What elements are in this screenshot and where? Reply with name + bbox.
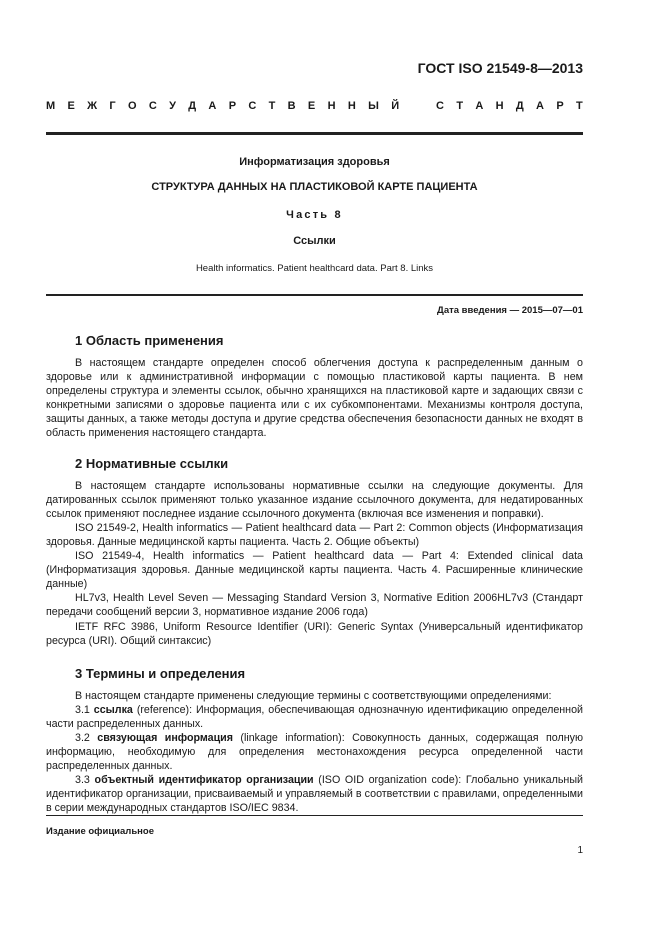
footer-divider — [46, 815, 583, 816]
reference-item: IETF RFC 3986, Uniform Resource Identifier (URI): Generic Syntax (Универсальный идентификатор ресурса (URI). Общий синтаксис) — [46, 620, 583, 647]
interstate-letter: Т — [575, 100, 583, 112]
title-part: Часть 8 — [286, 209, 343, 221]
interstate-letter: А — [475, 100, 484, 112]
section-heading: 3 Термины и определения — [75, 665, 246, 681]
interstate-letter: Т — [456, 100, 464, 112]
interstate-letter: А — [536, 100, 544, 112]
interstate-letter: Е — [307, 100, 316, 112]
interstate-letter: С — [148, 100, 157, 112]
interstate-letter: А — [208, 100, 217, 112]
official-edition-label: Издание официальное — [46, 826, 154, 837]
term-number: 3.3 — [75, 774, 90, 787]
reference-item: ISO 21549-2, Health informatics — Patient healthcard data — Part 2: Common objects (Информатизация здоровья. Данные медицинской карты пациента. Часть 2. Общие объекты) — [46, 521, 583, 548]
term-text: (reference): Информация, обеспечивающая однозначную идентификацию определенной части распределенных данных. — [46, 703, 583, 730]
title-subtitle: Ссылки — [293, 235, 336, 247]
interstate-letter: Н — [347, 100, 356, 112]
standard-code: ГОСТ ISO 21549-8—2013 — [417, 60, 583, 76]
term-text: (linkage information): Совокупность данных, содержащая полную информацию, необходимую для определения местонахождения ресурса определенной части распределенных данных. — [46, 731, 583, 773]
term-definition — [46, 731, 583, 773]
title-divider — [46, 294, 583, 296]
interstate-letter: С — [436, 100, 444, 112]
term-definition — [46, 703, 583, 731]
interstate-letter: С — [248, 100, 257, 112]
term-name: связующая информация — [97, 731, 233, 744]
interstate-letter: В — [287, 100, 296, 112]
section-heading: 2 Нормативные ссылки — [75, 455, 229, 471]
introduction-date: Дата введения — 2015—07—01 — [437, 305, 583, 316]
page-number: 1 — [577, 845, 583, 856]
interstate-letter: Ж — [87, 100, 98, 112]
interstate-letter: Р — [228, 100, 237, 112]
interstate-letter: Й — [391, 100, 400, 112]
interstate-letter: Д — [515, 100, 524, 112]
term-name: ссылка — [93, 703, 133, 716]
header-divider — [46, 132, 583, 135]
interstate-letter: О — [127, 100, 137, 112]
title-english: Health informatics. Patient healthcard data. Part 8. Links — [195, 263, 434, 274]
title-informatization: Информатизация здоровья — [239, 156, 390, 168]
term-definition — [46, 773, 583, 815]
section-heading: 1 Область применения — [75, 333, 224, 348]
term-number: 3.1 — [75, 703, 90, 716]
paragraph: В настоящем стандарте применены следующие термины с соответствующими определениями: — [75, 689, 552, 702]
term-number: 3.2 — [75, 731, 90, 744]
title-main: СТРУКТУРА ДАННЫХ НА ПЛАСТИКОВОЙ КАРТЕ ПАЦИЕНТА — [151, 181, 478, 193]
interstate-letter: Д — [188, 100, 197, 112]
paragraph: В настоящем стандарте определен способ облегчения доступа к распределенным данным о здоровье или к административной информации с помощью пластиковой карты пациента. В нем определены структура и элементы ссылок, обычно хранящихся на пластиковой карте и задающих связи с конкретными записями о здоровье пациента или с их субкомпонентами. Механизмы контроля доступа, защиты данных, а также методы доступа и другие средства обеспечения безопасности данных не входят в область применения настоящего стандарта. — [46, 357, 583, 440]
interstate-standard-label — [46, 100, 583, 118]
reference-item: ISO 21549-4, Health informatics — Patient healthcard data — Part 4: Extended clinical data (Информатизация здоровья. Данные медицинской карты пациента. Часть 4. Расширенные клинические данные) — [46, 550, 583, 591]
term-name: объектный идентификатор организации — [94, 774, 314, 787]
interstate-letter: М — [46, 100, 56, 112]
interstate-letter: Н — [495, 100, 504, 112]
interstate-letter: Е — [67, 100, 75, 112]
interstate-letter: Ы — [368, 100, 379, 112]
paragraph: В настоящем стандарте использованы нормативные ссылки на следующие документы. Для датированных ссылок применяют только указанное издание ссылочного документа, для недатированных ссылок применяют последнее издание ссылочного документа (включая все изменения и поправки). — [46, 479, 583, 520]
reference-item: HL7v3, Health Level Seven — Messaging Standard Version 3, Normative Edition 2006HL7v3 (Стандарт передачи сообщений версии 3, нормативное издание 2006 года) — [46, 592, 583, 619]
interstate-letter: Р — [556, 100, 564, 112]
interstate-letter: У — [169, 100, 176, 112]
interstate-letter: Т — [268, 100, 276, 112]
interstate-letter: Г — [109, 100, 116, 112]
interstate-letter: Н — [327, 100, 336, 112]
document-body — [46, 326, 583, 816]
term-text: (ISO OID organization code): Глобально уникальный идентификатор организации, присваиваемый и управляемый в соответствии с правилами, определенными в серии международных стандартов ISO/IEC 9834. — [46, 774, 583, 815]
